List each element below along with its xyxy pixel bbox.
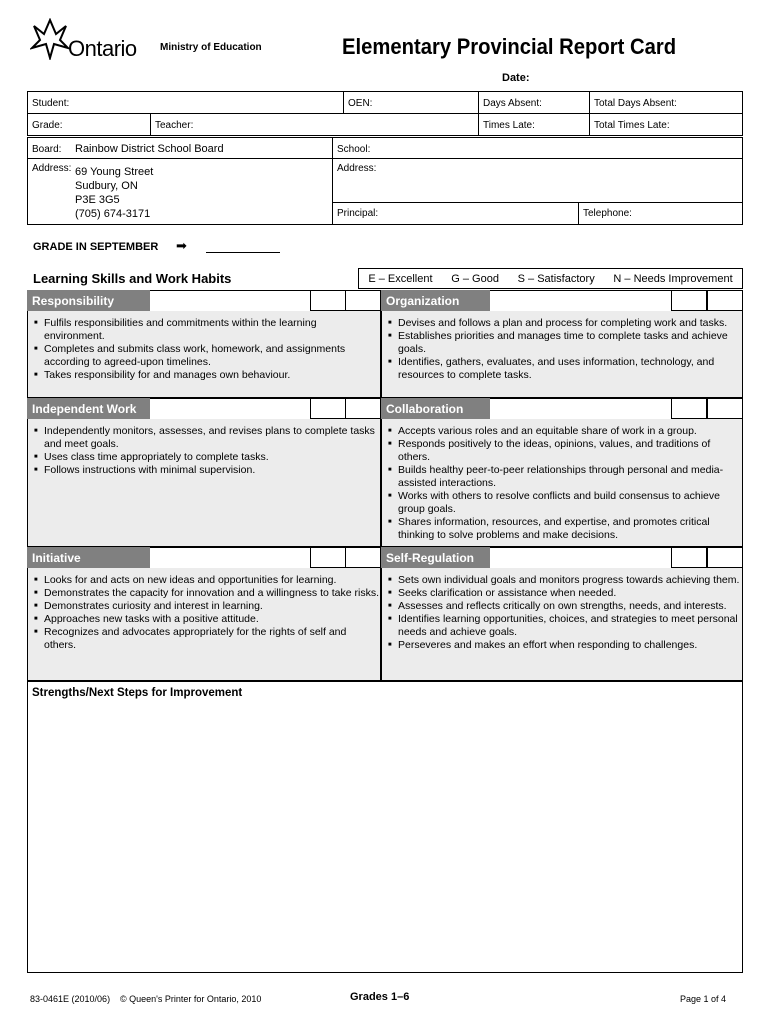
independent-work-header: Independent Work [27,398,150,419]
list-item: ■ Assesses and reflects critically on own strengths, needs, and interests. [386,600,740,613]
legend-excellent: E – Excellent [368,272,433,285]
list-item: ■ Uses class time appropriately to complete tasks. [32,451,377,464]
oen-field[interactable]: OEN: [348,98,373,109]
teacher-field[interactable]: Teacher: [155,120,194,131]
list-item: ■ Accepts various roles and an equitable share of work in a group. [386,425,740,438]
list-item: ■ Sets own individual goals and monitors progress towards achieving them. [386,574,740,587]
page-title: Elementary Provincial Report Card [342,34,677,59]
strengths-next-steps-field[interactable] [27,681,743,973]
initiative-term2-box[interactable] [345,547,381,568]
organization-list [386,317,740,382]
initiative-term1-box[interactable] [310,547,346,568]
page-number: Page 1 of 4 [680,994,727,1004]
arrow-right-icon: ➡ [176,238,187,253]
ontario-trillium-logo-icon [30,18,70,60]
self-regulation-header: Self-Regulation [381,547,490,568]
initiative-header: Initiative [27,547,150,568]
days-absent-field[interactable]: Days Absent: [483,98,542,109]
grade-in-september-field[interactable] [206,252,280,253]
strengths-next-steps-label: Strengths/Next Steps for Improvement [32,687,243,699]
independent-work-list [32,425,377,477]
collaboration-term2-box[interactable] [707,398,743,419]
board-address[interactable]: 69 Young Street Sudbury, ON P3E 3G5 (705) 674-3171 [75,166,154,220]
board-value[interactable]: Rainbow District School Board [75,143,224,155]
list-item: ■ Fulfils responsibilities and commitments within the learning environment. [32,317,377,343]
list-item: ■ Establishes priorities and manages time to complete tasks and achieve goals. [386,330,740,356]
list-item: ■ Follows instructions with minimal supervision. [32,464,377,477]
initiative-list [32,574,379,652]
times-late-field[interactable]: Times Late: [483,120,535,131]
list-item: ■ Independently monitors, assesses, and revises plans to complete tasks and meet goals. [32,425,377,451]
collaboration-list [386,425,740,542]
date-label: Date: [502,72,530,84]
self-regulation-term1-box[interactable] [671,547,707,568]
telephone-field[interactable]: Telephone: [583,208,632,219]
legend-satisfactory: S – Satisfactory [517,272,595,285]
responsibility-term1-box[interactable] [310,290,346,311]
form-number: 83-0461E (2010/06) [30,994,111,1004]
organization-header: Organization [381,290,490,311]
collaboration-term1-box[interactable] [671,398,707,419]
learning-skills-title: Learning Skills and Work Habits [33,271,232,286]
school-address-field[interactable]: Address: [337,163,377,174]
ontario-logo-text: Ontario [68,36,137,61]
copyright-notice: © Queen's Printer for Ontario, 2010 [120,994,262,1004]
self-regulation-list [386,574,740,652]
list-item: ■ Identifies learning opportunities, choices, and strategies to meet personal needs and achieve goals. [386,613,740,639]
board-label: Board: [32,144,62,155]
legend-needs-improvement: N – Needs Improvement [613,272,733,285]
list-item: ■ Approaches new tasks with a positive attitude. [32,613,379,626]
legend-good: G – Good [451,272,499,285]
list-item: ■ Recognizes and advocates appropriately for the rights of self and others. [32,626,379,652]
list-item: ■ Shares information, resources, and expertise, and promotes critical thinking to solve problems and make decisions. [386,516,740,542]
list-item: ■ Works with others to resolve conflicts and build consensus to achieve group goals. [386,490,740,516]
total-days-absent-field[interactable]: Total Days Absent: [594,98,677,109]
independent-work-term1-box[interactable] [310,398,346,419]
list-item: ■ Responds positively to the ideas, opinions, values, and traditions of others. [386,438,740,464]
list-item: ■ Completes and submits class work, homework, and assignments according to agreed-upon timelines. [32,343,377,369]
grades-label: Grades 1–6 [350,991,410,1003]
list-item: ■ Demonstrates curiosity and interest in learning. [32,600,379,613]
independent-work-term2-box[interactable] [345,398,381,419]
organization-term2-box[interactable] [707,290,743,311]
list-item: ■ Identifies, gathers, evaluates, and uses information, technology, and resources to complete tasks. [386,356,740,382]
principal-field[interactable]: Principal: [337,208,379,219]
list-item: ■ Demonstrates the capacity for innovation and a willingness to take risks. [32,587,379,600]
responsibility-header: Responsibility [27,290,150,311]
list-item: ■ Takes responsibility for and manages own behaviour. [32,369,377,382]
responsibility-term2-box[interactable] [345,290,381,311]
list-item: ■ Builds healthy peer-to-peer relationships through personal and media-assisted interactions. [386,464,740,490]
list-item: ■ Perseveres and makes an effort when responding to challenges. [386,639,740,652]
list-item: ■ Seeks clarification or assistance when needed. [386,587,740,600]
grade-field[interactable]: Grade: [32,120,63,131]
list-item: ■ Devises and follows a plan and process for completing work and tasks. [386,317,740,330]
grade-in-september-label: GRADE IN SEPTEMBER [33,241,159,253]
total-times-late-field[interactable]: Total Times Late: [594,120,670,131]
address-label: Address: [32,163,72,174]
list-item: ■ Looks for and acts on new ideas and opportunities for learning. [32,574,379,587]
rating-legend [358,268,743,289]
self-regulation-term2-box[interactable] [707,547,743,568]
ministry-name: Ministry of Education [160,42,262,53]
collaboration-header: Collaboration [381,398,490,419]
school-field[interactable]: School: [337,144,371,155]
student-field[interactable]: Student: [32,98,70,109]
responsibility-list [32,317,377,382]
organization-term1-box[interactable] [671,290,707,311]
